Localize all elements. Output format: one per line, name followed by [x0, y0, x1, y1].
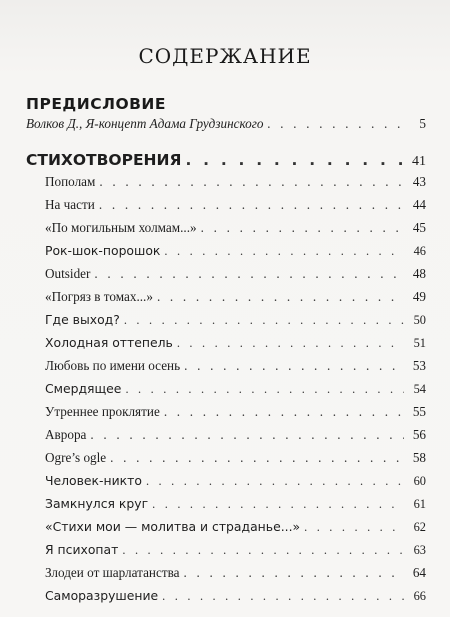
- leader-dots: [146, 474, 404, 489]
- leader-dots: [304, 520, 404, 535]
- toc-entry-page: 58: [412, 450, 426, 465]
- toc-entry-page: 64: [412, 565, 426, 580]
- leader-dots: [201, 220, 404, 236]
- toc-entry: [45, 519, 426, 539]
- toc-entry-page: 61: [413, 497, 426, 511]
- toc-entry-page: 43: [412, 174, 426, 189]
- toc-entry-label: Outsider: [45, 266, 91, 281]
- leader-dots: [125, 382, 404, 397]
- toc-entry: [45, 450, 426, 470]
- toc-entry-label: «По могильным холмам...»: [45, 220, 197, 235]
- toc-entry-label: «Погряз в томах...»: [45, 289, 153, 304]
- toc-entry-page: 66: [413, 589, 426, 603]
- toc-entry-page: 60: [413, 474, 426, 488]
- toc-entry-page: 63: [413, 543, 426, 557]
- leader-dots: [184, 358, 404, 374]
- preface-heading: ПРЕДИСЛОВИЕ: [26, 95, 166, 113]
- toc-entry-label: Любовь по имени осень: [45, 358, 181, 373]
- leader-dots: [164, 404, 404, 420]
- toc-entry-label: Холодная оттепель: [45, 335, 173, 350]
- toc-entry: [45, 565, 426, 585]
- toc-entry: [45, 266, 426, 286]
- poems-heading-row: [26, 151, 426, 173]
- toc-entry: [45, 358, 426, 378]
- toc-entry-label: Ogre’s ogle: [45, 450, 107, 465]
- toc-entry-label: Я психопат: [45, 542, 119, 557]
- toc-entry-label: Пополам: [45, 174, 96, 189]
- toc-entry-page: 49: [412, 289, 426, 304]
- toc-entry-label: Человек-никто: [45, 473, 142, 488]
- leader-dots: [185, 151, 404, 169]
- toc-entry: [45, 404, 426, 424]
- toc-entry-label: Аврора: [45, 427, 87, 442]
- toc-entry: [45, 588, 426, 608]
- toc-entry: [45, 197, 426, 217]
- leader-dots: [122, 543, 404, 558]
- leader-dots: [124, 313, 404, 328]
- toc-entry: [45, 243, 426, 263]
- toc-entry: [45, 427, 426, 447]
- leader-dots: [177, 336, 404, 351]
- toc-entry-page: 56: [412, 427, 426, 442]
- toc-entry-page: 53: [412, 358, 426, 373]
- toc-entry-page: 54: [413, 382, 426, 396]
- toc-entry-label: Где выход?: [45, 312, 120, 327]
- leader-dots: [110, 450, 404, 466]
- leader-dots: [164, 244, 404, 259]
- toc-entry-label: Утреннее проклятие: [45, 404, 160, 419]
- page-title: СОДЕРЖАНИЕ: [138, 44, 312, 68]
- toc-entry: [45, 312, 426, 332]
- leader-dots: [94, 266, 404, 282]
- toc-entry-label: Волков Д., Я-концепт Адама Грудзинского: [26, 116, 264, 131]
- toc-entry-page: 5: [419, 116, 426, 131]
- toc-entry: [45, 542, 426, 562]
- toc-entry-page: 55: [412, 404, 426, 419]
- leader-dots: [90, 427, 404, 443]
- toc-entry: [45, 496, 426, 516]
- leader-dots: [267, 116, 404, 132]
- toc-entry-page: 44: [412, 197, 426, 212]
- toc-entry-page: 62: [413, 520, 426, 534]
- toc-entry-page: 45: [412, 220, 426, 235]
- toc-entry-label: Злодеи от шарлатанства: [45, 565, 180, 580]
- leader-dots: [157, 289, 404, 305]
- leader-dots: [162, 589, 404, 604]
- toc-entry-page: 51: [413, 336, 426, 350]
- leader-dots: [99, 174, 404, 190]
- poems-heading-page: 41: [412, 154, 426, 169]
- toc-entry-label: На части: [45, 197, 95, 212]
- toc-entry-label: «Стихи мои — молитва и страданье...»: [45, 519, 301, 534]
- poems-heading: СТИХОТВОРЕНИЯ: [26, 151, 182, 169]
- toc-entry: [45, 473, 426, 493]
- toc-entry: [45, 335, 426, 355]
- toc-entry: [45, 381, 426, 401]
- toc-entry-label: Саморазрушение: [45, 588, 159, 603]
- leader-dots: [99, 197, 404, 213]
- leader-dots: [152, 497, 404, 512]
- preface-entry: [26, 116, 426, 136]
- toc-entry: [45, 174, 426, 194]
- toc-entry-page: 50: [413, 313, 426, 327]
- toc-entry-label: Смердящее: [45, 381, 122, 396]
- toc-entry: [45, 289, 426, 309]
- toc-entry-page: 46: [413, 244, 426, 258]
- leader-dots: [184, 565, 404, 581]
- toc-entry-label: Замкнулся круг: [45, 496, 149, 511]
- toc-entry-label: Рок-шок-порошок: [45, 243, 161, 258]
- toc-entry-page: 48: [412, 266, 426, 281]
- toc-entry: [45, 220, 426, 240]
